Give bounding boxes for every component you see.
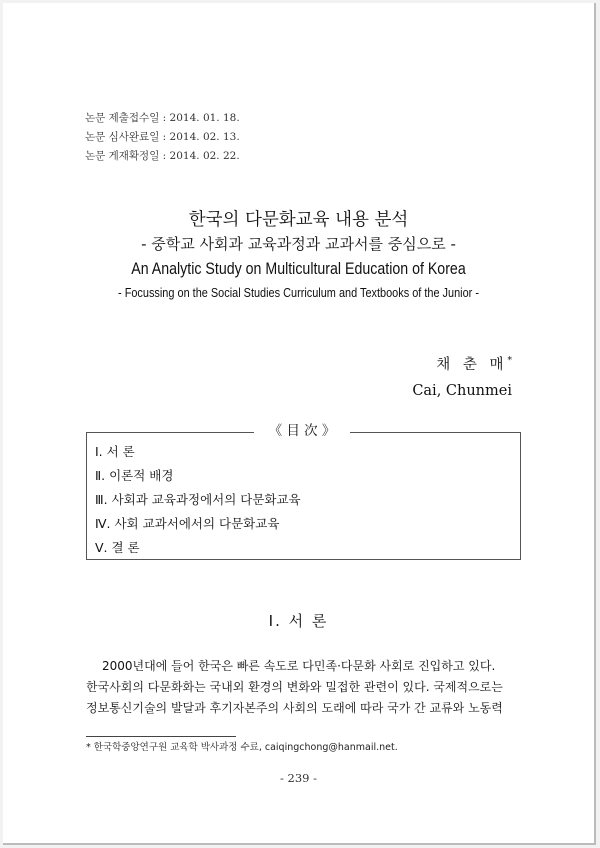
subtitle-english: - Focussing on the Social Studies Curriculum and Textbooks of the Junior - [118, 285, 479, 300]
toc-item: Ⅳ. 사회 교과서에서의 다문화교육 [95, 516, 280, 531]
author-footnote-mark: * [507, 356, 512, 366]
toc-item: Ⅱ. 이론적 배경 [95, 468, 174, 483]
toc-heading: 《 目 次 》 [254, 421, 350, 441]
toc-item: Ⅴ. 결 론 [95, 540, 140, 555]
paper-page [3, 3, 596, 845]
date-reviewed: 논문 심사완료일 : 2014. 02. 13. [85, 131, 240, 143]
section-heading: Ⅰ. 서 론 [268, 612, 329, 630]
date-received: 논문 제출접수일 : 2014. 01. 18. [85, 112, 240, 124]
body-line: 한국사회의 다문화화는 국내외 환경의 변화와 밀접한 관련이 있다. 국제적으로는 [86, 680, 503, 694]
title-korean: 한국의 다문화교육 내용 분석 [188, 210, 409, 230]
toc-list [95, 440, 301, 560]
body-line: 2000년대에 들어 한국은 빠른 속도로 다민족·다문화 사회로 진입하고 있다. [102, 659, 496, 673]
author-block [412, 348, 512, 404]
author-name-english: Cai, Chunmei [412, 382, 512, 399]
page-number: - 239 - [279, 771, 318, 785]
toc-item: Ⅰ. 서 론 [95, 444, 135, 459]
title-english: An Analytic Study on Multicultural Education of Korea [131, 260, 466, 278]
body-line: 정보통신기술의 발달과 후기자본주의 사회의 도래에 따라 국가 간 교류와 노동력 [86, 701, 503, 715]
date-accepted: 논문 게재확정일 : 2014. 02. 22. [85, 150, 240, 162]
body-paragraph [86, 656, 519, 719]
toc-item: Ⅲ. 사회과 교육과정에서의 다문화교육 [95, 492, 301, 507]
title-block [3, 208, 594, 304]
footnote: * 한국학중앙연구원 교육학 박사과정 수료, caiqingchong@hanmail.net. [86, 742, 398, 753]
author-name-korean: 채 춘 매 [436, 356, 508, 373]
subtitle-korean: - 중학교 사회과 교육과정과 교과서를 중심으로 - [141, 235, 456, 253]
submission-dates [85, 109, 240, 166]
footnote-divider [86, 736, 236, 737]
